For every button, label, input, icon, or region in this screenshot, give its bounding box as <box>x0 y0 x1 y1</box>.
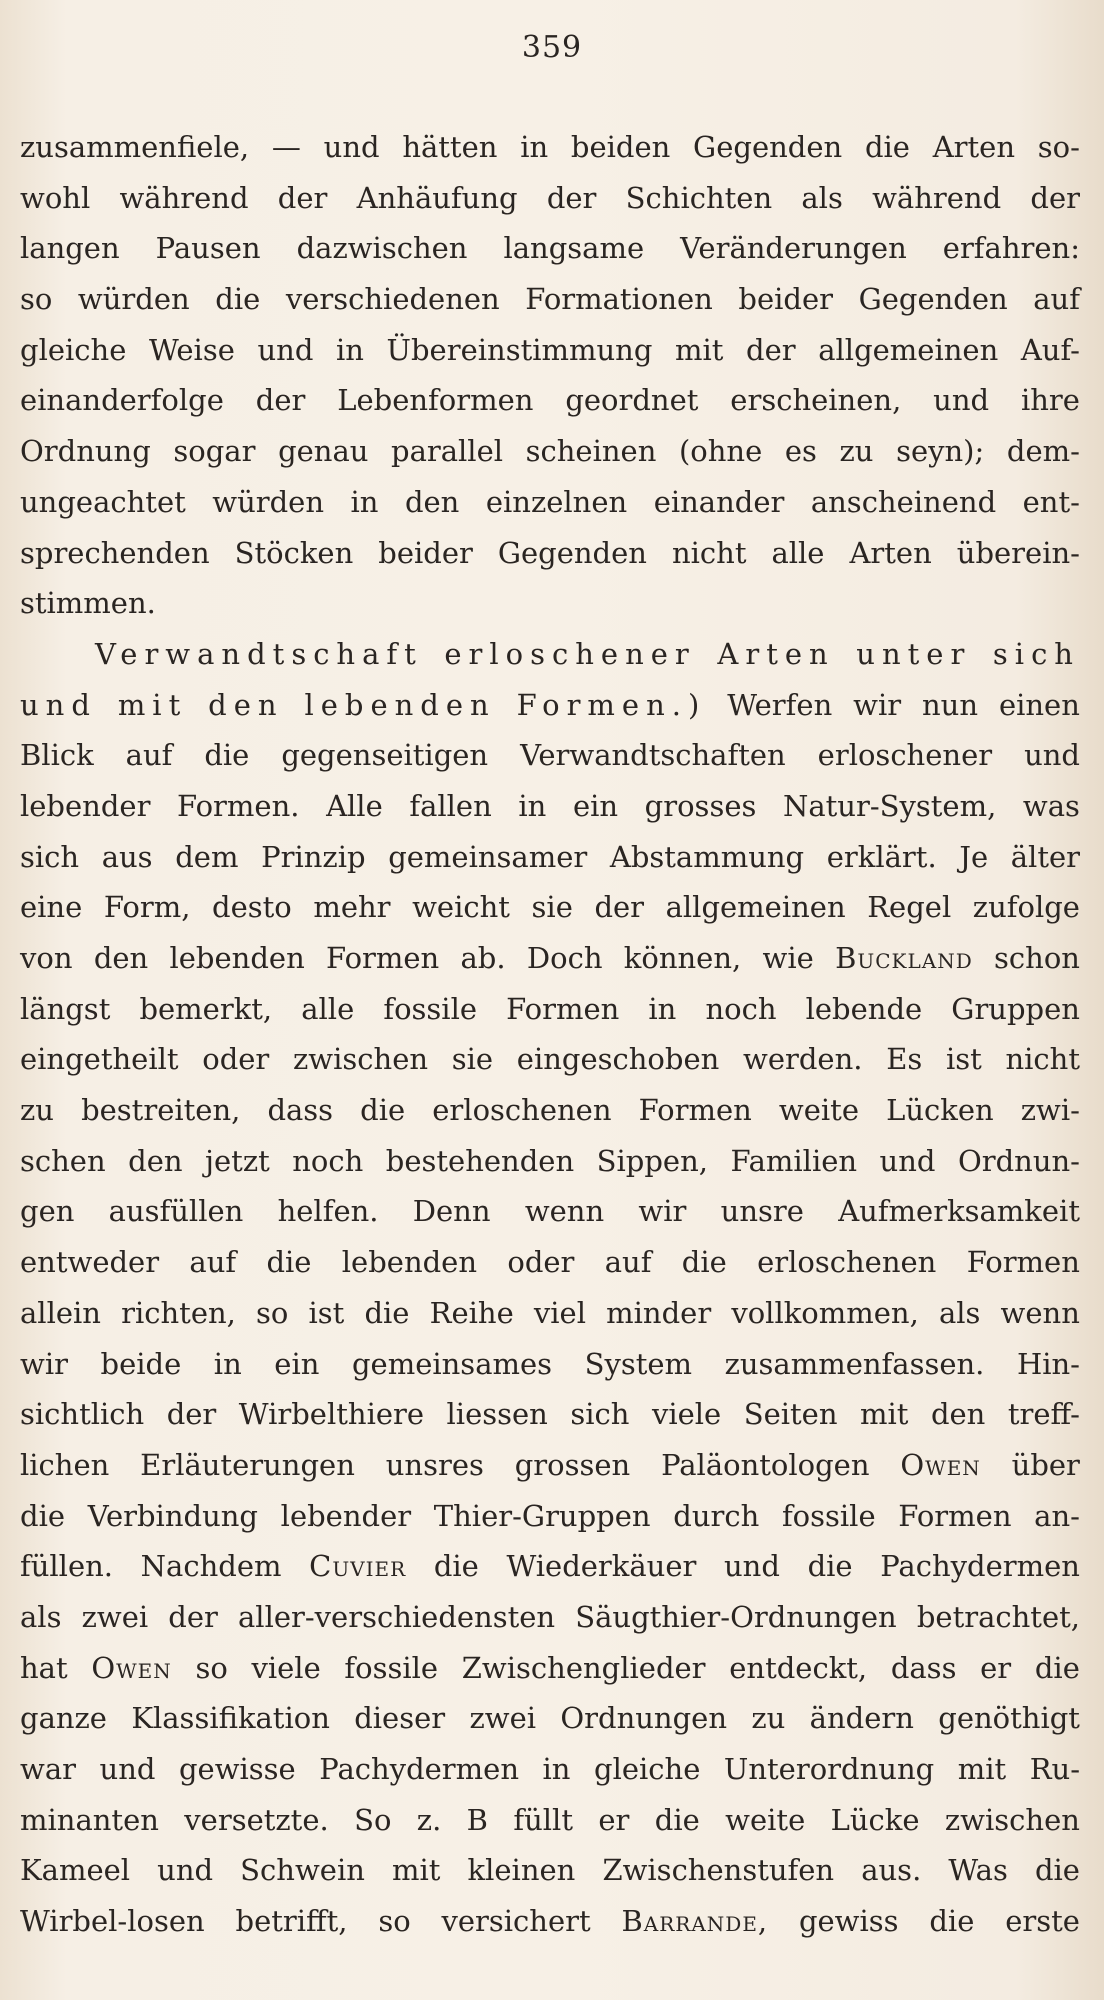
text-line: wohl während der Anhäufung der Schichten als während der <box>20 180 1080 215</box>
text-line: ganze Klassifikation dieser zwei Ordnungen zu ändern genöthigt <box>20 1701 1080 1736</box>
text-line: eingetheilt oder zwischen sie eingeschoben werden. Es ist nicht <box>20 1042 1080 1077</box>
text-line: und mit den lebenden Formen.) Werfen wir nun einen <box>20 687 1080 722</box>
text-line: eine Form, desto mehr weicht sie der allgemeinen Regel zufolge <box>20 890 1080 925</box>
text-line: sichtlich der Wirbelthiere liessen sich viele Seiten mit den treff- <box>20 1397 1080 1432</box>
text-line: gleiche Weise und in Übereinstimmung mit der allgemeinen Auf- <box>20 332 1080 367</box>
text-line: war und gewisse Pachydermen in gleiche Unterordnung mit Ru- <box>20 1752 1080 1786</box>
text-line: die Verbindung lebender Thier-Gruppen durch fossile Formen an- <box>20 1498 1080 1533</box>
text-line: Ordnung sogar genau parallel scheinen (ohne es zu seyn); dem- <box>20 434 1080 469</box>
text-line: langen Pausen dazwischen langsame Veränderungen erfahren: <box>20 231 1080 266</box>
text-line: ungeachtet würden in den einzelnen einander anscheinend ent- <box>20 484 1080 519</box>
text-line: lichen Erläuterungen unsres grossen Paläontologen Owen über <box>20 1447 1080 1482</box>
text-line: hat Owen so viele fossile Zwischenglieder entdeckt, dass er die <box>20 1650 1080 1685</box>
text-line: wir beide in ein gemeinsames System zusammenfassen. Hin- <box>20 1346 1080 1381</box>
text-line: Blick auf die gegenseitigen Verwandtschaften erloschener und <box>20 738 1080 773</box>
page-number: 359 <box>521 30 583 65</box>
text-line: längst bemerkt, alle fossile Formen in noch lebende Gruppen <box>20 991 1080 1026</box>
text-line: einanderfolge der Lebenformen geordnet erscheinen, und ihre <box>20 383 1080 418</box>
body-text <box>20 122 1080 1947</box>
text-line: schen den jetzt noch bestehenden Sippen, Familien und Ordnun- <box>20 1143 1080 1178</box>
text-line: minanten versetzte. So z. B füllt er die weite Lücke zwischen <box>20 1802 1080 1837</box>
text-line: sich aus dem Prinzip gemeinsamer Abstammung erklärt. Je älter <box>20 839 1080 874</box>
text-line: so würden die verschiedenen Formationen beider Gegenden auf <box>20 282 1080 317</box>
text-line: stimmen. <box>20 586 156 621</box>
text-line: Kameel und Schwein mit kleinen Zwischenstufen aus. Was die <box>20 1853 1080 1888</box>
text-line: als zwei der aller-verschiedensten Säugthier-Ordnungen betrachtet, <box>20 1599 1080 1634</box>
text-line: allein richten, so ist die Reihe viel minder vollkommen, als wenn <box>20 1295 1080 1330</box>
text-line: zusammenfiele, — und hätten in beiden Gegenden die Arten so- <box>20 130 1080 164</box>
text-line: zu bestreiten, dass die erloschenen Formen weite Lücken zwi- <box>20 1093 1080 1128</box>
text-line: Wirbel-losen betrifft, so versichert Barrande, gewiss die erste <box>20 1904 1080 1939</box>
text-line: sprechenden Stöcken beider Gegenden nicht alle Arten überein- <box>20 535 1080 570</box>
text-line: von den lebenden Formen ab. Doch können, wie Buckland schon <box>20 941 1080 975</box>
text-line: gen ausfüllen helfen. Denn wenn wir unsre Aufmerksamkeit <box>20 1194 1080 1229</box>
text-line: lebender Formen. Alle fallen in ein grosses Natur-System, was <box>20 788 1080 823</box>
section-heading-line: Verwandtschaft erloschener Arten unter sich <box>95 636 1080 671</box>
text-line: entweder auf die lebenden oder auf die erloschenen Formen <box>20 1245 1080 1280</box>
text-line: füllen. Nachdem Cuvier die Wiederkäuer und die Pachydermen <box>20 1549 1080 1584</box>
